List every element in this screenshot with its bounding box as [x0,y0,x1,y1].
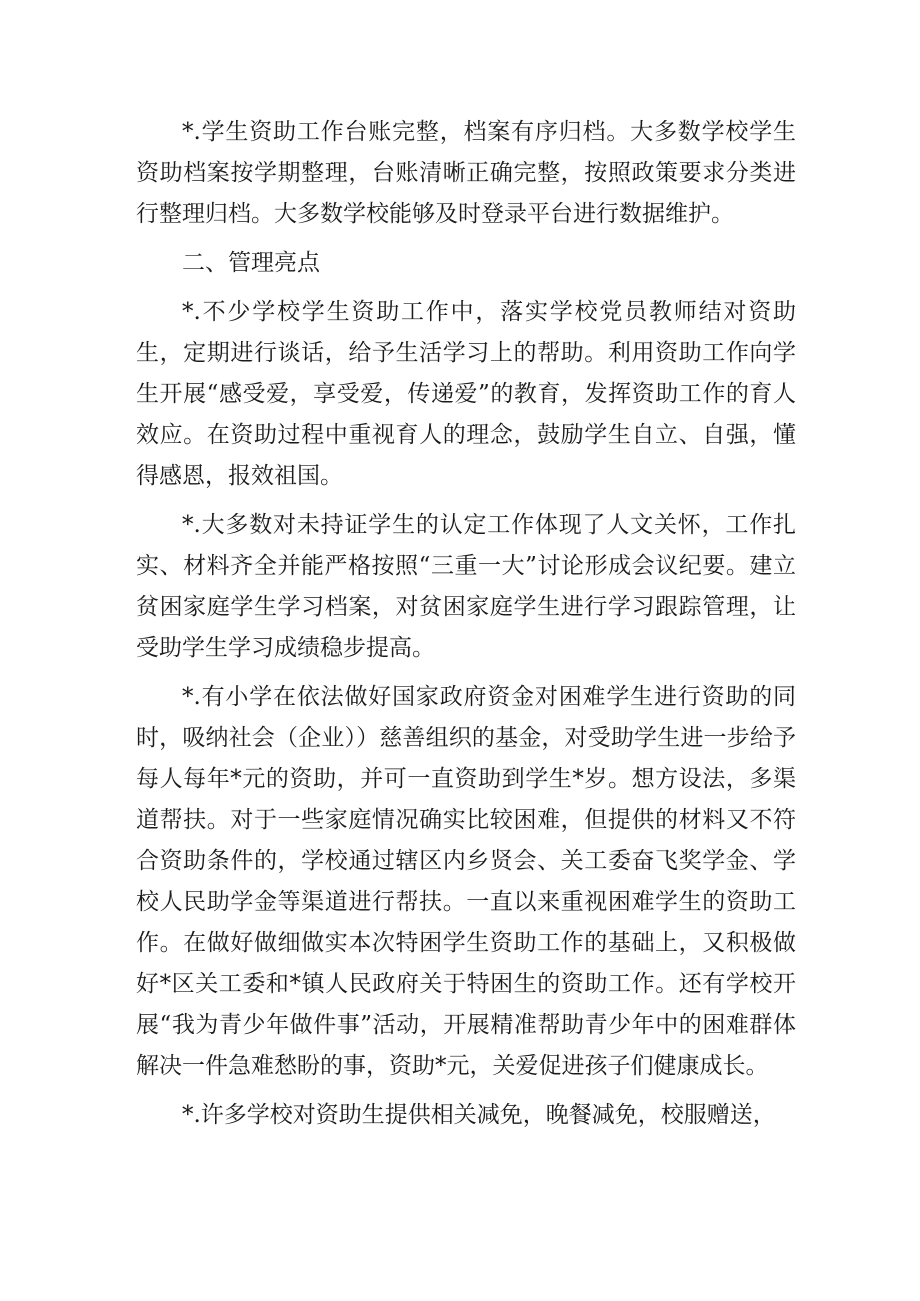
paragraph-identification: *.大多数对未持证学生的认定工作体现了人文关怀，工作扎实、材料齐全并能严格按照“三重一大”讨论形成会议纪要。建立贫困家庭学生学习档案，对贫困家庭学生进行学习跟踪管理，让受助学生学习成绩稳步提高。 [136,512,796,661]
section-heading-management-highlights: 二、管理亮点 [182,250,320,276]
paragraph-archive: *.学生资助工作台账完整，档案有序归档。大多数学校学生资助档案按学期整理，台账清晰正确完整，按照政策要求分类进行整理归档。大多数学校能够及时登录平台进行数据维护。 [136,119,796,227]
paragraph-social-funding: *.有小学在依法做好国家政府资金对困难学生进行资助的同时，吸纳社会（企业））慈善组织的基金，对受助学生进一步给予每人每年*元的资助，并可一直资助到学生*岁。想方设法，多渠道帮扶。对于一些家庭情况确实比较困难，但提供的材料又不符合资助条件的，学校通过辖区内乡贤会、关工委奋飞奖学金、学校人民助学金等渠道进行帮扶。一直以来重视困难学生的资助工作。在做好做细做实本次特困学生资助工作的基础上，又积极做好*区关工委和*镇人民政府关于特困生的资助工作。还有学校开展“我为青少年做件事”活动，开展精准帮助青少年中的困难群体解决一件急难愁盼的事，资助*元，关爱促进孩子们健康成长。 [136,684,796,1079]
paragraph-teacher-pairing: *.不少学校学生资助工作中，落实学校党员教师结对资助生，定期进行谈话，给予生活学习上的帮助。利用资助工作向学生开展“感受爱，享受爱，传递爱”的教育，发挥资助工作的育人效应。在资助过程中重视育人的理念，鼓励学生自立、自强，懂得感恩，报效祖国。 [136,299,796,489]
document-body [136,112,796,1144]
paragraph-fee-reduction: *.许多学校对资助生提供相关减免，晚餐减免，校服赠送， [182,1102,776,1128]
